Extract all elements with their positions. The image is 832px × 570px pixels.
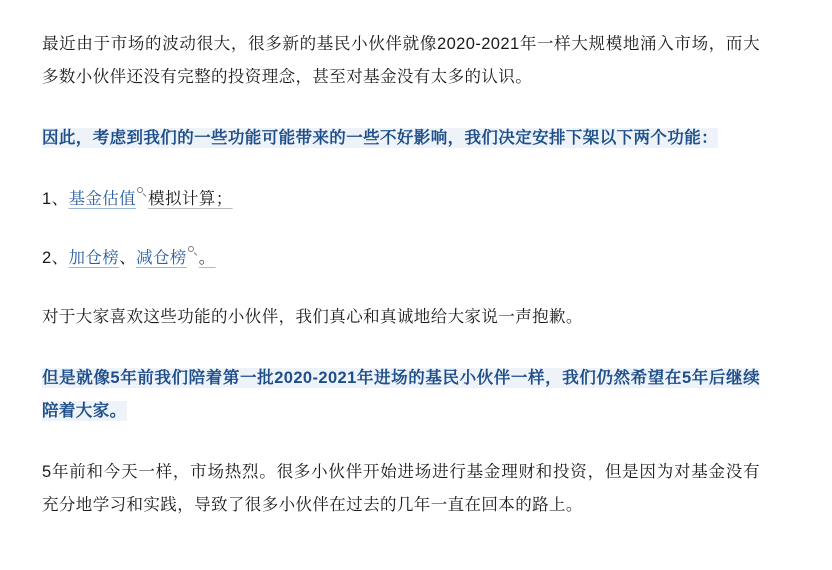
search-icon <box>137 187 148 198</box>
list-item-prefix: 2、 <box>42 249 69 267</box>
paragraph-decision <box>42 122 760 155</box>
link-reduce-position-board[interactable]: 减仓榜 <box>136 249 187 267</box>
list-item-suffix: 。 <box>198 249 216 267</box>
list-item <box>42 242 760 275</box>
link-fund-valuation[interactable]: 基金估值 <box>68 190 137 208</box>
link-add-position-board[interactable]: 加仓榜 <box>68 249 120 267</box>
highlighted-text: 但是就像5年前我们陪着第一批2020-2021年进场的基民小伙伴一样，我们仍然希望在5年后继续陪着大家。 <box>42 369 760 420</box>
paragraph-apology: 对于大家喜欢这些功能的小伙伴，我们真心和真诚地给大家说一声抱歉。 <box>42 308 583 326</box>
search-icon <box>188 246 199 257</box>
list-item-prefix: 1、 <box>42 190 69 208</box>
list-item-separator: 、 <box>119 249 137 267</box>
list-item-suffix: 模拟计算； <box>148 190 233 208</box>
list-item <box>42 183 760 216</box>
paragraph-intro: 最近由于市场的波动很大，很多新的基民小伙伴就像2020-2021年一样大规模地涌入市场，而大多数小伙伴还没有完整的投资理念，甚至对基金没有太多的认识。 <box>42 35 760 86</box>
highlighted-text: 因此，考虑到我们的一些功能可能带来的一些不好影响，我们决定安排下架以下两个功能： <box>42 129 718 147</box>
paragraph-closing: 5年前和今天一样，市场热烈。很多小伙伴开始进场进行基金理财和投资，但是因为对基金没有充分地学习和实践，导致了很多小伙伴在过去的几年一直在回本的路上。 <box>42 463 760 514</box>
paragraph-promise <box>42 362 760 428</box>
